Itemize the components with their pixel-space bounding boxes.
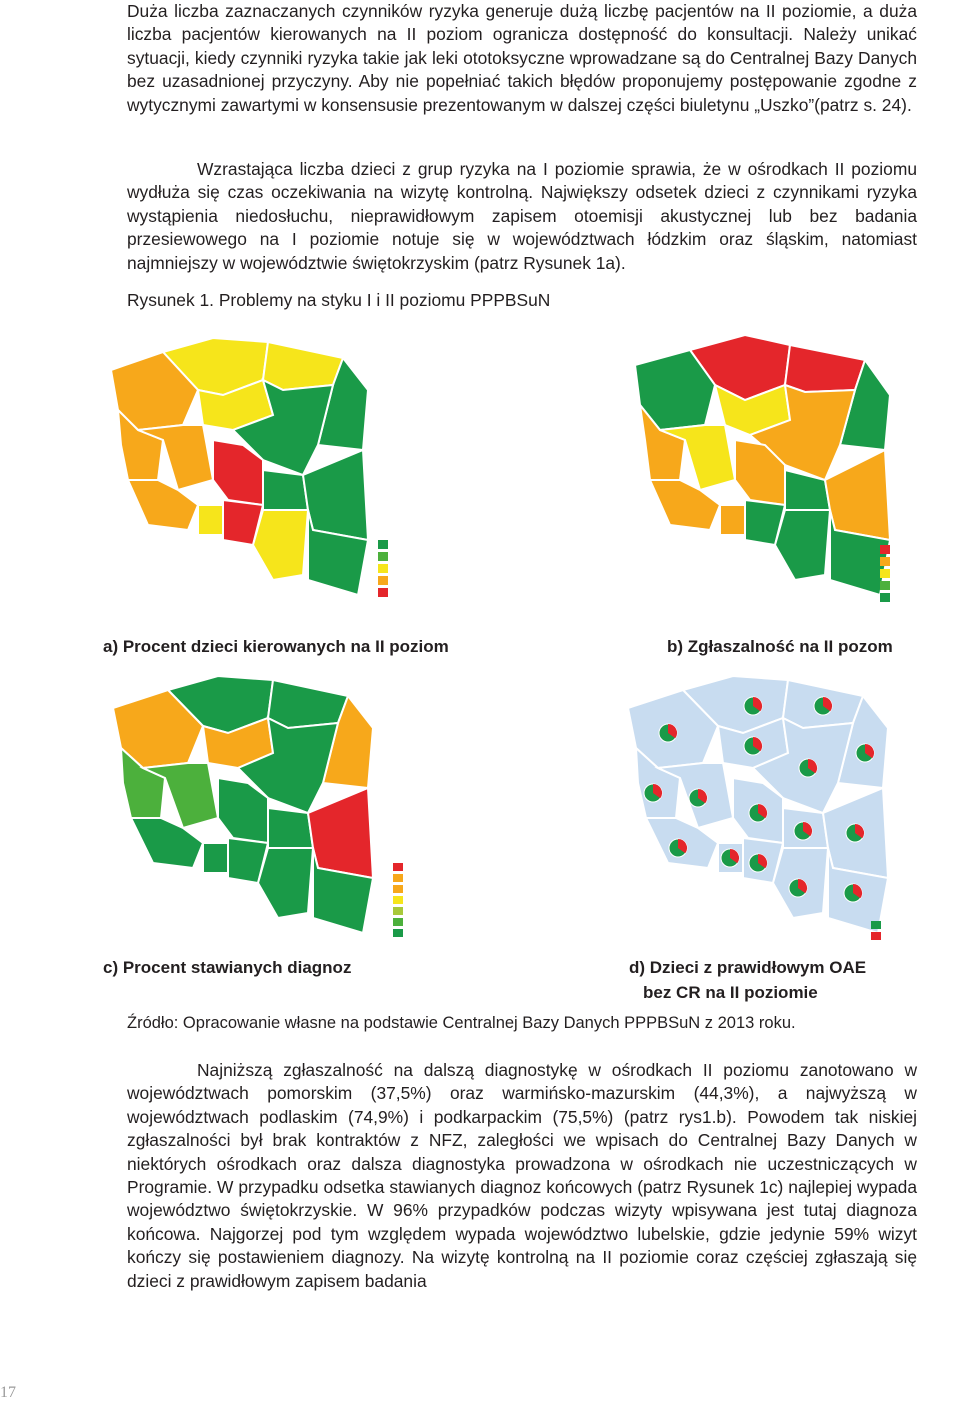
paragraph-2: Wzrastająca liczba dzieci z grup ryzyka na I poziomie sprawia, że w ośrodkach II poziomu wydłuża się czas oczekiwania na wizytę kontrolną. Największy odsetek dzieci z czynnikami ryzyka wystąpienia niedosłuchu, nieprawidłowym zapisem otoemisji akustycznej lub bez badania przesiewowego na I poziomie notuje się w województwach łódzkim oraz śląskim, natomiast najmniejszy w województwie świętokrzyskim (patrz Rysunek 1a). (127, 159, 917, 273)
region-a-swietokrzyskie (263, 470, 308, 510)
pie-marker (856, 744, 874, 762)
pie-marker (799, 759, 817, 777)
pie-marker (844, 884, 862, 902)
map-d-label-line2: bez CR na II poziomie (643, 983, 818, 1002)
region-a-warminsko (263, 342, 343, 390)
pie-marker (669, 839, 687, 857)
map-a (103, 330, 448, 610)
map-d-label-line1: d) Dzieci z prawidłowym OAE (629, 958, 867, 977)
region-b-opolskie (720, 505, 745, 535)
legend-a (378, 540, 388, 597)
paragraph-1: Duża liczba zaznaczanych czynników ryzyka generuje dużą liczbę pacjentów na II poziomie, a duża liczba pacjentów kierowanych na II poziom ogranicza dostępność do konsultacji. Należy unikać sytuacji, kiedy czynniki ryzyka takie jak leki ototoksyczne wprowadzane są do Centralnej Bazy Danych bez uzasadnionej przyczyny. Aby nie popełniać takich błędów proponujemy postępowanie zgodne z wytycznymi zawartymi w konsensusie prezentowanym w dalszej części biuletynu „Uszko”(patrz s. 24). (127, 1, 917, 115)
pie-marker (814, 697, 832, 715)
pie-marker (794, 822, 812, 840)
pie-marker (744, 697, 762, 715)
map-c-label: c) Procent stawianych diagnoz (103, 958, 352, 977)
map-a-label: a) Procent dzieci kierowanych na II poziom (103, 637, 449, 656)
pie-marker (721, 849, 739, 867)
region-b-malopolskie (775, 510, 830, 580)
page-number: 17 (0, 1384, 16, 1401)
pie-marker (846, 824, 864, 842)
paragraph-3: Najniższą zgłaszalność na dalszą diagnostykę w ośrodkach II poziomu zanotowano w województwach pomorskim (37,5%) oraz warmińsko-mazurskim (44,3%), a najwyższą w województwach podlaskim (74,9%) i podkarpackim (75,5%) (patrz rys1.b). Powodem tak niskiej zgłaszalności był brak kontraktów z NFZ, zaległości we wpisach do Centralnej Bazy Danych w niektórych ośrodkach oraz dalsza diagnostyka prowadzona w ośrodkach nie uczestniczących w Programie. W przypadku odsetka stawianych diagnoz końcowych (patrz Rysunek 1c) najlepiej wypada województwo świętokrzyskie. W 96% przypadków podczas wizyty wpisywana jest tutaj diagnoza końcowa. Najgorzej pod tym względem wypada województwo lubelskie, gdzie jedynie 59% wizyt kończy się postawieniem diagnozy. Na wizytę kontrolną na II poziomie coraz częściej zgłaszają się dzieci z prawidłowym zapisem badania (127, 1060, 917, 1291)
region-c-opolskie (203, 843, 228, 873)
region-c-swietokrzyskie (268, 808, 313, 848)
region-a-opolskie (198, 505, 223, 535)
pie-marker (689, 789, 707, 807)
map-d (603, 668, 958, 950)
map-b-label: b) Zgłaszalność na II pozom (667, 637, 893, 656)
region-b-warminsko (785, 345, 865, 392)
region-c-malopolskie (258, 848, 313, 918)
pie-marker (744, 737, 762, 755)
figure-caption: Rysunek 1. Problemy na styku I i II poziomu PPPBSuN (127, 290, 551, 310)
map-c (103, 668, 448, 950)
region-c-warminsko (268, 680, 348, 728)
legend-b (880, 545, 890, 602)
pie-marker (749, 854, 767, 872)
legend-c (393, 863, 403, 937)
pie-marker (749, 804, 767, 822)
pie-marker (644, 784, 662, 802)
figure-source: Źródło: Opracowanie własne na podstawie Centralnej Bazy Danych PPPBSuN z 2013 roku. (127, 1014, 796, 1032)
map-b (630, 330, 958, 610)
pie-marker (789, 879, 807, 897)
pie-marker (659, 724, 677, 742)
region-a-malopolskie (253, 510, 308, 580)
